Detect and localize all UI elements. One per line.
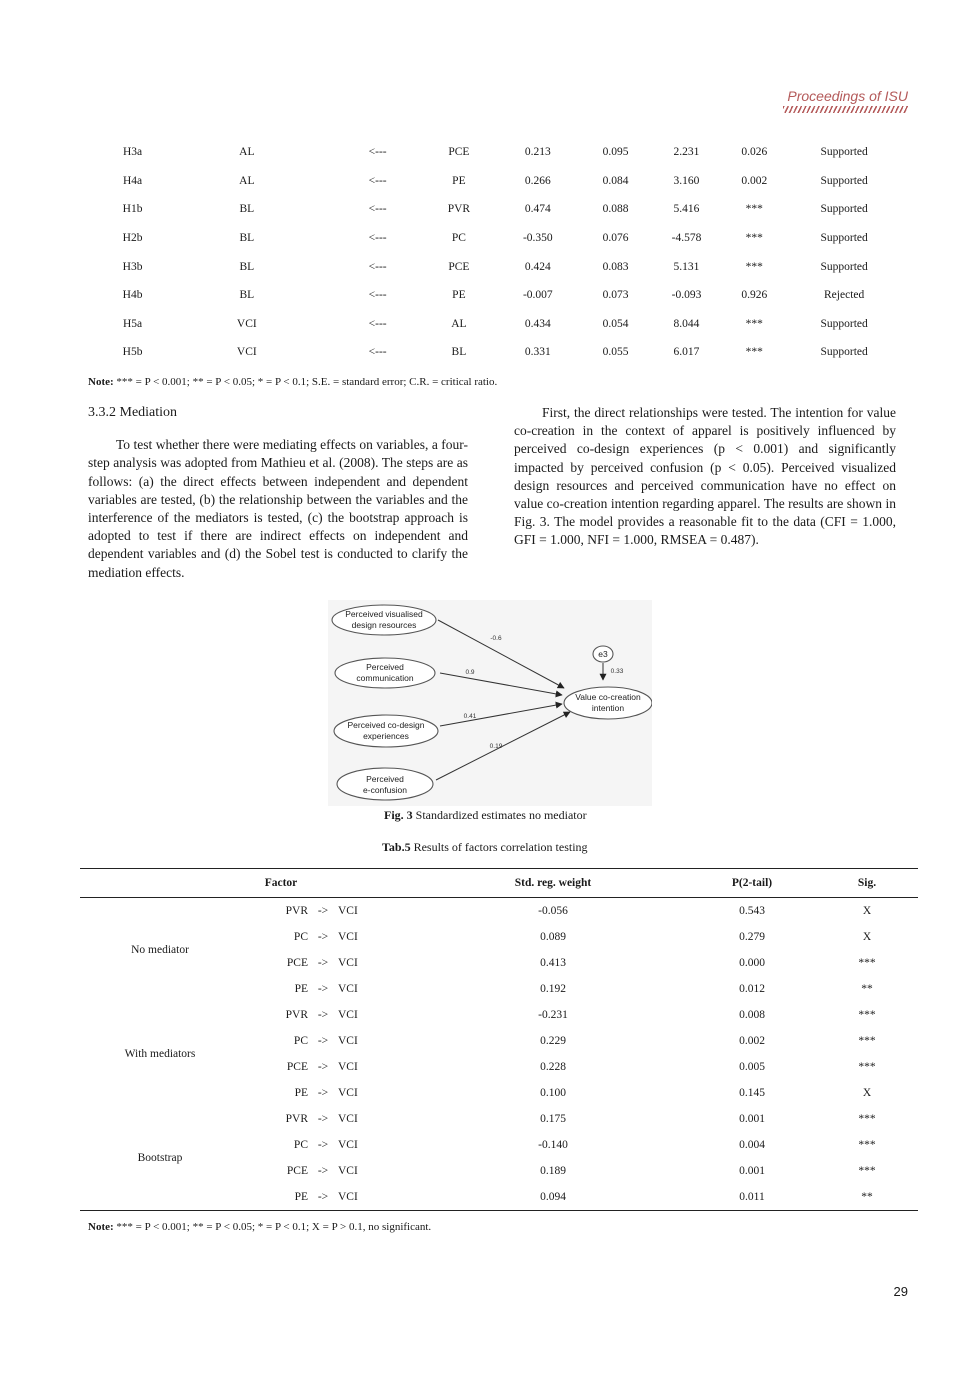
cell-se: 0.083	[602, 260, 629, 273]
cell-from: PCE	[286, 1165, 308, 1177]
cell-estimate: 0.331	[524, 346, 551, 359]
cell-p: ***	[745, 260, 763, 273]
cell-p: 0.543	[739, 905, 765, 917]
path-diagram-svg	[328, 600, 652, 806]
table5-note	[88, 1221, 431, 1233]
pce-label-2: experiences	[363, 731, 409, 741]
cell-weight: 0.229	[540, 1035, 566, 1047]
cell-indep: PCE	[448, 146, 470, 159]
table5-row	[80, 1106, 918, 1132]
cell-p: ***	[745, 346, 763, 359]
cell-to: VCI	[338, 957, 358, 969]
cell-hyp: H1b	[122, 203, 143, 216]
cell-to: VCI	[338, 1184, 418, 1211]
cell-cr: 6.017	[673, 346, 700, 359]
hypothesis-row	[108, 195, 898, 224]
cell-weight: 0.094	[418, 1184, 688, 1211]
cell-cr: 8.044	[673, 317, 700, 330]
note-label: Note:	[88, 376, 114, 388]
cell-arrow: <---	[368, 317, 387, 330]
cell-p: 0.012	[739, 983, 765, 995]
cell-estimate: 0.434	[524, 317, 551, 330]
cell-indep: PE	[452, 174, 466, 187]
cell-dep: BL	[239, 260, 255, 273]
cell-hyp: H5b	[122, 346, 143, 359]
table5-header-row	[80, 869, 918, 898]
cell-arrow: <---	[368, 260, 387, 273]
pe-label-1: Perceived	[366, 774, 404, 784]
path-pc-vci	[440, 673, 562, 695]
path-pce-vci	[440, 704, 562, 726]
cell-hyp: H2b	[122, 232, 143, 245]
cell-weight: 0.228	[540, 1061, 566, 1073]
e3-label: e3	[598, 649, 608, 659]
cell-hyp: H4b	[122, 289, 143, 302]
group-label: Bootstrap	[80, 1106, 240, 1211]
cell-result: Supported	[820, 317, 868, 330]
cell-sig: ***	[858, 957, 876, 969]
cell-se: 0.055	[602, 346, 629, 359]
cell-p: 0.005	[739, 1061, 765, 1073]
table5-row	[80, 898, 918, 925]
hypothesis-row	[108, 310, 898, 339]
cell-to: VCI	[338, 1061, 358, 1073]
coef-e3-vci: 0.33	[610, 668, 624, 675]
cell-p: ***	[745, 203, 763, 216]
table5-row	[80, 1002, 918, 1028]
cell-weight: 0.089	[540, 931, 566, 943]
coef-pe-vci: 0.19	[489, 743, 503, 750]
cell-cr: -4.578	[671, 232, 702, 245]
cell-weight: 0.192	[540, 983, 566, 995]
cell-p: 0.279	[739, 931, 765, 943]
cell-estimate: -0.007	[522, 289, 553, 302]
cell-p: 0.002	[739, 1035, 765, 1047]
cell-indep: AL	[451, 317, 467, 330]
cell-se: 0.088	[602, 203, 629, 216]
path-pvr-vci	[438, 620, 564, 688]
cell-dep: BL	[239, 203, 255, 216]
cell-hyp: H5a	[122, 317, 143, 330]
cell-weight: -0.056	[538, 905, 568, 917]
pvr-label-1: Perceived visualised	[345, 609, 423, 619]
cell-arrow: ->	[317, 1139, 329, 1151]
pe-label-2: e-confusion	[363, 785, 407, 795]
hypothesis-row	[108, 338, 898, 367]
coef-pc-vci: 0.9	[465, 669, 475, 676]
cell-indep: PC	[451, 232, 466, 245]
cell-weight: 0.413	[540, 957, 566, 969]
vci-label-1: Value co-creation	[575, 692, 641, 702]
cell-from: PE	[294, 1087, 308, 1099]
cell-sig: ***	[858, 1009, 876, 1021]
journal-name: Proceedings of ISU	[787, 88, 908, 104]
cell-weight: -0.140	[538, 1139, 568, 1151]
cell-from: PC	[293, 1035, 308, 1047]
cell-result: Rejected	[824, 289, 865, 302]
cell-sig: ***	[858, 1165, 876, 1177]
cell-arrow: ->	[317, 905, 329, 917]
cell-estimate: 0.266	[524, 174, 551, 187]
cell-cr: 5.131	[673, 260, 700, 273]
cell-sig: **	[816, 1184, 918, 1211]
cell-cr: 3.160	[673, 174, 700, 187]
table4-note	[88, 376, 497, 388]
cell-estimate: 0.424	[524, 260, 551, 273]
group-label: No mediator	[131, 944, 189, 956]
cell-from: PC	[293, 1139, 308, 1151]
mediation-paragraph-2: First, the direct relationships were tested. The intention for value co-creation in the context of apparel is positively influenced by perceived co-design experiences (p < 0.001) and significantly impacted by perceived confusion (p < 0.05). Perceived visualized design resources and perceived communication have no effect on value co-creation intention regarding apparel. The results are shown in Fig. 3. The model provides a reasonable fit to the data (CFI = 1.000, GFI = 1.000, NFI = 1.000, RMSEA = 0.487).	[514, 405, 896, 548]
cell-cr: 2.231	[673, 146, 700, 159]
cell-estimate: 0.474	[524, 203, 551, 216]
note-text: *** = P < 0.001; ** = P < 0.05; * = P < 0.1; X = P > 0.1, no significant.	[113, 1221, 432, 1233]
cell-p: 0.926	[741, 289, 768, 302]
cell-weight: -0.231	[538, 1009, 568, 1021]
cell-to: VCI	[338, 983, 358, 995]
cell-sig: X	[862, 905, 872, 917]
cell-arrow: ->	[317, 931, 329, 943]
cell-sig: ***	[858, 1061, 876, 1073]
hypothesis-table	[108, 138, 898, 367]
cell-arrow: <---	[368, 174, 387, 187]
cell-arrow: ->	[317, 957, 329, 969]
cell-p: 0.001	[739, 1165, 765, 1177]
cell-arrow: ->	[317, 1165, 329, 1177]
cell-p: 0.008	[739, 1009, 765, 1021]
cell-sig: X	[862, 1087, 872, 1099]
cell-result: Supported	[820, 260, 868, 273]
hypothesis-row	[108, 252, 898, 281]
cell-to: VCI	[338, 1113, 358, 1125]
cell-arrow: ->	[317, 983, 329, 995]
hypothesis-row	[108, 138, 898, 167]
cell-from: PE	[240, 1184, 308, 1211]
hypothesis-row	[108, 224, 898, 253]
cell-to: VCI	[338, 1035, 358, 1047]
cell-from: PCE	[286, 957, 308, 969]
mediation-paragraph-1: To test whether there were mediating effects on variables, a four-step analysis was adopted from Mathieu et al. (2008). The steps are as follows: (a) the direct effects between independent and dependent variables are tested, (b) the relationship between the variables and the interference of the mediators is tested, (c) the bootstrap approach is adopted to test if there are indirect effects on independent and dependent variables and (d) the Sobel test is conducted to clarify the mediation effects.	[88, 437, 468, 580]
cell-p: 0.026	[741, 146, 768, 159]
right-column	[514, 404, 896, 550]
left-column	[88, 404, 468, 582]
cell-to: VCI	[338, 1139, 358, 1151]
cell-p: 0.002	[741, 174, 768, 187]
cell-p: 0.001	[739, 1113, 765, 1125]
fig-caption-label: Fig. 3	[384, 808, 413, 822]
cell-arrow: ->	[308, 1184, 338, 1211]
cell-result: Supported	[820, 346, 868, 359]
coef-pvr-vci: -0.6	[490, 635, 502, 642]
cell-estimate: -0.350	[522, 232, 553, 245]
cell-se: 0.084	[602, 174, 629, 187]
cell-dep: VCI	[236, 317, 257, 330]
cell-p: ***	[745, 232, 763, 245]
hypothesis-row	[108, 167, 898, 196]
cell-p: 0.145	[739, 1087, 765, 1099]
cell-result: Supported	[820, 203, 868, 216]
cell-arrow: <---	[368, 146, 387, 159]
cell-arrow: <---	[368, 289, 387, 302]
cell-dep: VCI	[236, 346, 257, 359]
cell-cr: 5.416	[673, 203, 700, 216]
header-stripe	[783, 106, 908, 113]
cell-p: 0.000	[739, 957, 765, 969]
header-factor: Factor	[80, 869, 418, 898]
pc-label-2: communication	[356, 673, 414, 683]
node-pe	[337, 768, 433, 800]
cell-dep: AL	[239, 146, 255, 159]
header-p-value: P(2-tail)	[688, 869, 816, 898]
cell-sig: ***	[858, 1035, 876, 1047]
cell-se: 0.076	[602, 232, 629, 245]
cell-result: Supported	[820, 146, 868, 159]
cell-arrow: <---	[368, 232, 387, 245]
cell-result: Supported	[820, 232, 868, 245]
cell-p: 0.011	[688, 1184, 816, 1211]
cell-indep: BL	[451, 346, 467, 359]
vci-label-2: intention	[591, 703, 625, 713]
pc-label-1: Perceived	[366, 662, 404, 672]
tab-caption-label: Tab.5	[382, 840, 411, 854]
header-sig: Sig.	[816, 869, 918, 898]
cell-from: PVR	[285, 1009, 308, 1021]
note-text: *** = P < 0.001; ** = P < 0.05; * = P < 0.1; S.E. = standard error; C.R. = critical ratio.	[113, 376, 498, 388]
page-number: 29	[893, 1284, 908, 1299]
pvr-label-2: design resources	[351, 620, 417, 630]
cell-arrow: ->	[317, 1113, 329, 1125]
cell-to: VCI	[338, 1165, 358, 1177]
cell-arrow: ->	[317, 1009, 329, 1021]
cell-dep: BL	[239, 232, 255, 245]
cell-estimate: 0.213	[524, 146, 551, 159]
cell-weight: 0.189	[540, 1165, 566, 1177]
cell-to: VCI	[338, 905, 358, 917]
cell-from: PVR	[285, 905, 308, 917]
cell-hyp: H3a	[122, 146, 143, 159]
cell-result: Supported	[820, 174, 868, 187]
cell-se: 0.054	[602, 317, 629, 330]
cell-indep: PCE	[448, 260, 470, 273]
cell-indep: PVR	[447, 203, 471, 216]
cell-hyp: H3b	[122, 260, 143, 273]
cell-sig: X	[862, 931, 872, 943]
coef-pce-vci: 0.41	[463, 713, 477, 720]
correlation-table	[80, 868, 918, 1211]
running-header	[783, 88, 908, 113]
cell-p: 0.004	[739, 1139, 765, 1151]
cell-sig: ***	[858, 1113, 876, 1125]
cell-arrow: <---	[368, 203, 387, 216]
path-pe-vci	[436, 712, 570, 780]
hypothesis-row	[108, 281, 898, 310]
cell-se: 0.095	[602, 146, 629, 159]
cell-weight: 0.100	[540, 1087, 566, 1099]
cell-from: PC	[293, 931, 308, 943]
path-diagram	[328, 600, 652, 806]
cell-se: 0.073	[602, 289, 629, 302]
cell-weight: 0.175	[540, 1113, 566, 1125]
cell-from: PE	[294, 983, 308, 995]
fig-caption-text: Standardized estimates no mediator	[412, 808, 587, 822]
cell-arrow: ->	[317, 1061, 329, 1073]
cell-cr: -0.093	[671, 289, 702, 302]
header-std-weight: Std. reg. weight	[418, 869, 688, 898]
cell-arrow: ->	[317, 1035, 329, 1047]
cell-arrow: <---	[368, 346, 387, 359]
cell-to: VCI	[338, 1009, 358, 1021]
cell-from: PVR	[285, 1113, 308, 1125]
cell-hyp: H4a	[122, 174, 143, 187]
pce-label-1: Perceived co-design	[347, 720, 425, 730]
cell-indep: PE	[452, 289, 466, 302]
cell-dep: BL	[239, 289, 255, 302]
tab-caption-text: Results of factors correlation testing	[410, 840, 588, 854]
group-label: With mediators	[124, 1048, 196, 1060]
cell-p: ***	[745, 317, 763, 330]
cell-sig: ***	[858, 1139, 876, 1151]
section-title: 3.3.2 Mediation	[88, 405, 178, 420]
cell-to: VCI	[338, 931, 358, 943]
cell-dep: AL	[239, 174, 255, 187]
cell-to: VCI	[338, 1087, 358, 1099]
cell-arrow: ->	[317, 1087, 329, 1099]
cell-from: PCE	[286, 1061, 308, 1073]
cell-sig: **	[861, 983, 873, 995]
note-label: Note:	[88, 1221, 114, 1233]
